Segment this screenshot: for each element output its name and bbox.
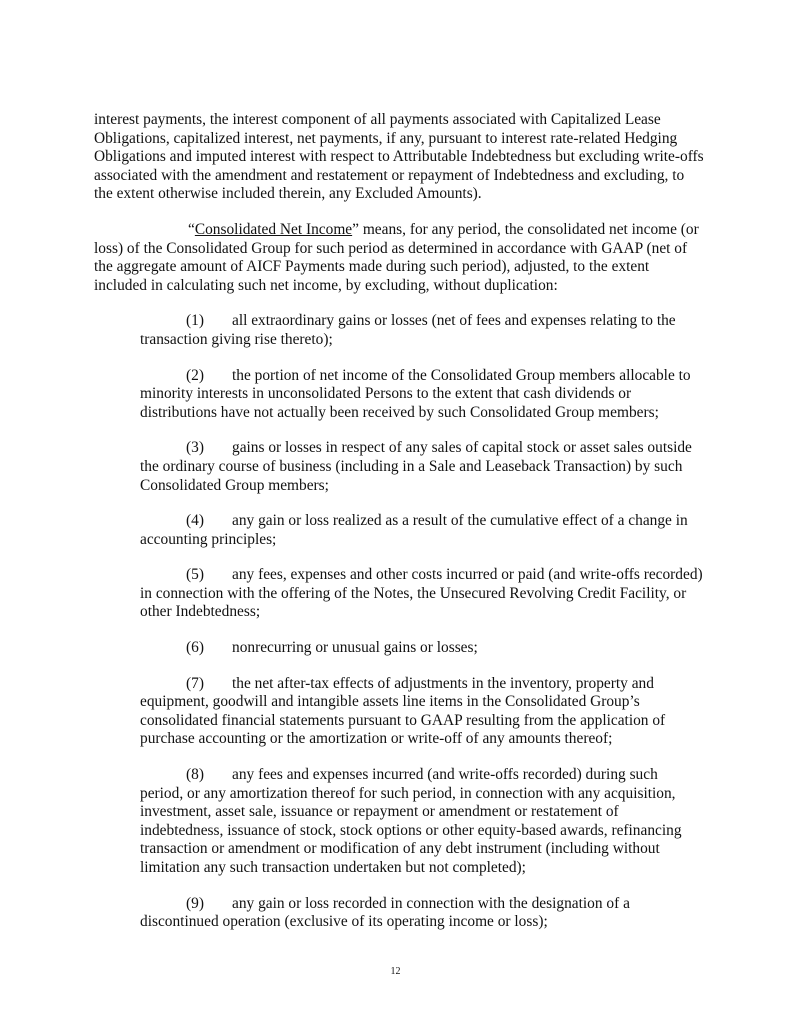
item-number: (6)	[186, 639, 204, 657]
item-number: (3)	[186, 439, 204, 457]
definition-open-quote: “	[188, 220, 195, 238]
item-text: any fees, expenses and other costs incurred or paid (and write-offs recorded) in connection with the offering of the Notes, the Unsecured Revolving Credit Facility, or other Indebtedness;	[140, 566, 703, 621]
continuation-paragraph: interest payments, the interest component of all payments associated with Capitalized Lease Obligations, capitalized interest, net payments, if any, pursuant to interest rate-related Hedging Obligations and imputed interest with respect to Attributable Indebtedness but excluding write-offs associated with the amendment and restatement or repayment of Indebtedness and excluding, to the extent otherwise included therein, any Excluded Amounts).	[94, 111, 704, 203]
list-item	[140, 367, 704, 423]
definition-text: ” means, for any period, the consolidated net income (or loss) of the Consolidated Group for such period as determined in accordance with GAAP (net of the aggregate amount of AICF Payments made during such period), adjusted, to the extent included in calculating such net income, by excluding, without duplication:	[94, 220, 699, 294]
item-text: nonrecurring or unusual gains or losses;	[232, 639, 478, 657]
item-text: gains or losses in respect of any sales of capital stock or asset sales outside the ordinary course of business (including in a Sale and Leaseback Transaction) by such Consolidated Group members;	[140, 439, 692, 494]
item-text: any gain or loss realized as a result of the cumulative effect of a change in accounting principles;	[140, 512, 688, 548]
item-number: (4)	[186, 512, 204, 530]
page-number: 12	[390, 966, 401, 977]
list-item	[140, 895, 704, 932]
list-item	[140, 675, 704, 749]
list-item	[140, 566, 704, 622]
item-text: the net after-tax effects of adjustments in the inventory, property and equipment, goodwill and intangible assets line items in the Consolidated Group’s consolidated financial statements pursuant to GAAP resulting from the application of purchase accounting or the amortization or write-off of any amounts thereof;	[140, 674, 666, 748]
item-text: the portion of net income of the Consolidated Group members allocable to minority interests in unconsolidated Persons to the extent that cash dividends or distributions have not actually been received by such Consolidated Group members;	[140, 366, 691, 421]
list-item	[140, 312, 704, 349]
body-text	[94, 111, 704, 949]
item-text: all extraordinary gains or losses (net of fees and expenses relating to the transaction giving rise thereto);	[140, 312, 676, 348]
list-item	[140, 512, 704, 549]
item-number: (1)	[186, 312, 204, 330]
item-text: any fees and expenses incurred (and write-offs recorded) during such period, or any amortization thereof for such period, in connection with any acquisition, investment, asset sale, issuance or repayment or amendment or restatement of indebtedness, issuance of stock, stock options or other equity-based awards, refinancing transaction or amendment or modification of any debt instrument (including without limitation any such transaction undertaken but not completed);	[140, 766, 682, 876]
list-item	[140, 639, 704, 658]
item-number: (7)	[186, 674, 204, 692]
item-number: (9)	[186, 894, 204, 912]
item-number: (5)	[186, 566, 204, 584]
item-number: (8)	[186, 766, 204, 784]
list-item	[140, 439, 704, 495]
list-item	[140, 766, 704, 878]
definition-paragraph	[94, 221, 704, 295]
defined-term: Consolidated Net Income	[194, 220, 353, 238]
item-text: any gain or loss recorded in connection with the designation of a discontinued operation (exclusive of its operating income or loss);	[140, 894, 630, 931]
item-number: (2)	[186, 366, 204, 384]
